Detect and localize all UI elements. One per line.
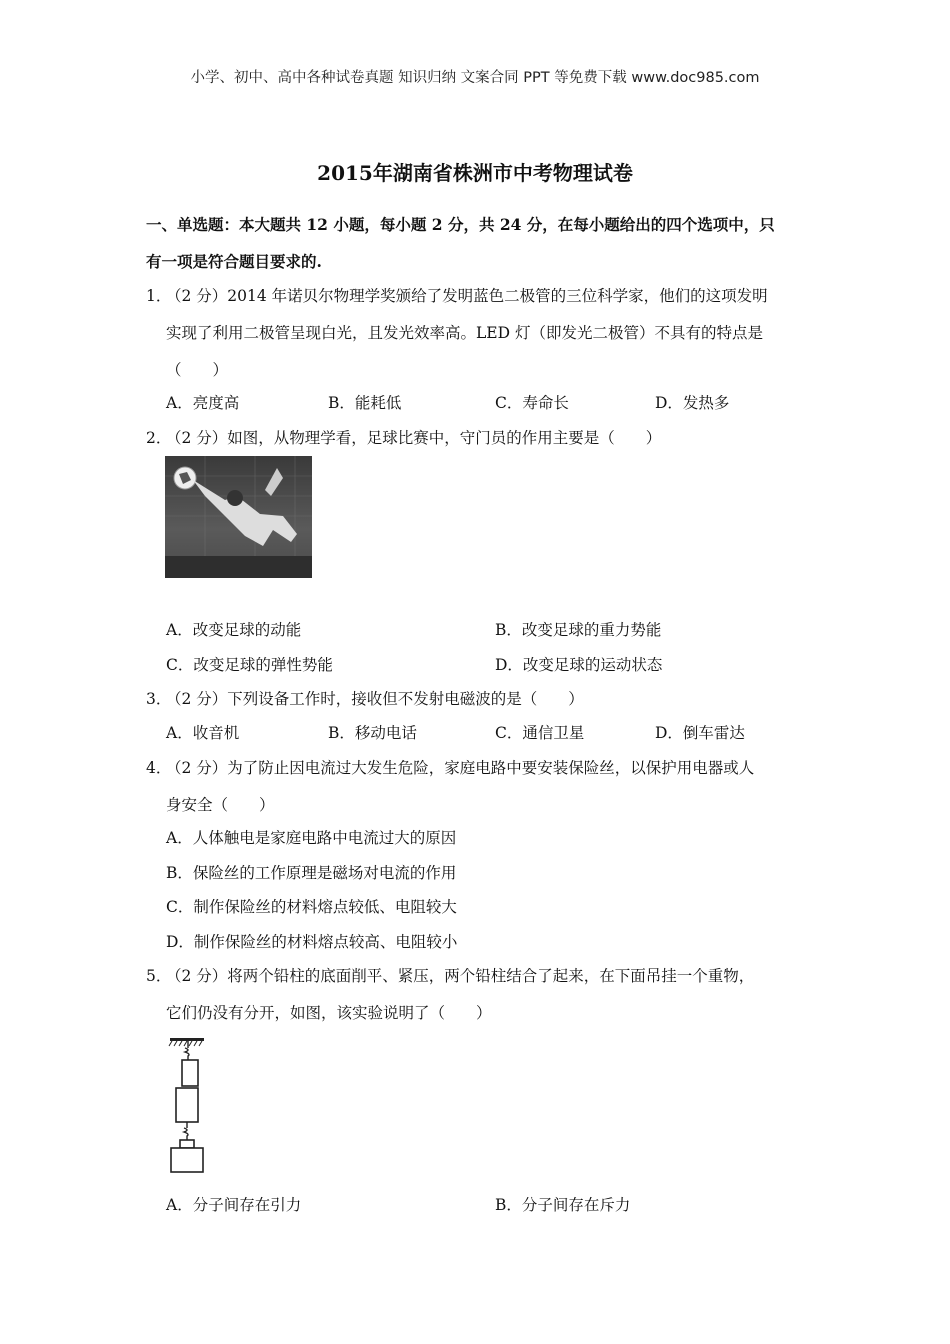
question-1-line2: 实现了利用二极管呈现白光，且发光效率高。LED 灯（即发光二极管）不具有的特点是 (166, 324, 763, 342)
question-4-line2: 身安全（ ） (166, 796, 275, 814)
question-5-number: 5． (146, 967, 172, 985)
section-heading-line1: 一、单选题：本大题共 12 小题，每小题 2 分，共 24 分，在每小题给出的四个选项中，只 (146, 215, 775, 234)
q4-option-b: B．保险丝的工作原理是磁场对电流的作用 (166, 864, 457, 882)
question-5-line2: 它们仍没有分开，如图，该实验说明了（ ） (166, 1004, 492, 1022)
q2-option-b: B．改变足球的重力势能 (495, 621, 662, 639)
question-4-number: 4． (146, 759, 172, 777)
question-2-number: 2． (146, 429, 172, 447)
q1-option-d: D．发热多 (655, 394, 730, 412)
question-3-number: 3． (146, 690, 172, 708)
q3-option-b: B．移动电话 (328, 724, 417, 742)
q1-option-a: A．亮度高 (166, 394, 240, 412)
q2-option-a: A．改变足球的动能 (166, 621, 302, 639)
question-1-line1: （2 分）2014 年诺贝尔物理学奖颁给了发明蓝色二极管的三位科学家，他们的这项发明 (166, 287, 768, 305)
page-header: 小学、初中、高中各种试卷真题 知识归纳 文案合同 PPT 等免费下载 www.doc985.com (190, 70, 760, 86)
q3-option-c: C．通信卫星 (495, 724, 585, 742)
goalkeeper-photo (165, 456, 312, 578)
q2-option-d: D．改变足球的运动状态 (495, 656, 663, 674)
q3-option-a: A．收音机 (166, 724, 240, 742)
q5-option-b: B．分子间存在斥力 (495, 1196, 631, 1214)
q1-option-b: B．能耗低 (328, 394, 402, 412)
question-2-line1: （2 分）如图，从物理学看，足球比赛中，守门员的作用主要是（ ） (166, 429, 662, 447)
q4-option-c: C．制作保险丝的材料熔点较低、电阻较大 (166, 898, 457, 916)
q3-option-d: D．倒车雷达 (655, 724, 745, 742)
question-3-line1: （2 分）下列设备工作时，接收但不发射电磁波的是（ ） (166, 690, 584, 708)
question-4-line1: （2 分）为了防止因电流过大发生危险，家庭电路中要安装保险丝，以保护用电器或人 (166, 759, 755, 777)
q2-option-c: C．改变足球的弹性势能 (166, 656, 333, 674)
question-1-number: 1． (146, 287, 172, 305)
question-5-line1: （2 分）将两个铅柱的底面削平、紧压，两个铅柱结合了起来，在下面吊挂一个重物， (166, 967, 755, 985)
q4-option-d: D．制作保险丝的材料熔点较高、电阻较小 (166, 933, 458, 951)
question-1-line3: （ ） (166, 361, 229, 379)
page-title: 2015年湖南省株洲市中考物理试卷 (317, 161, 633, 185)
q1-option-c: C．寿命长 (495, 394, 569, 412)
q5-option-a: A．分子间存在引力 (166, 1196, 302, 1214)
lead-cylinders-diagram (160, 1036, 216, 1174)
section-heading-line2: 有一项是符合题目要求的. (146, 252, 322, 271)
q4-option-a: A．人体触电是家庭电路中电流过大的原因 (166, 829, 457, 847)
